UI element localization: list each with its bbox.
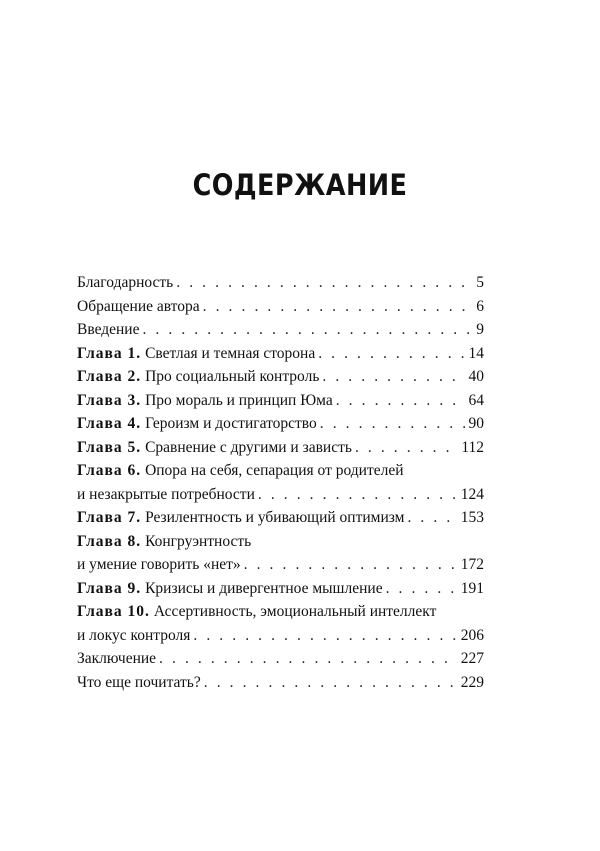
dot-leader — [386, 577, 458, 601]
toc-line — [77, 389, 484, 413]
entry-title: и незакрытые потребности — [77, 485, 255, 503]
page-number: 229 — [460, 673, 484, 691]
dot-leader — [322, 365, 465, 389]
dot-leader — [244, 553, 458, 577]
toc-line-text — [77, 600, 436, 624]
toc-line — [77, 342, 484, 366]
dot-leader — [407, 506, 457, 530]
toc-line — [77, 365, 484, 389]
dot-leader — [336, 389, 466, 413]
entry-title: Резилентность и убивающий оптимизм — [145, 509, 405, 526]
chapter-number: Глава 1. — [77, 344, 142, 362]
chapter-number: Глава 8. — [77, 532, 142, 550]
toc-line-text — [77, 577, 383, 601]
dot-leader — [320, 412, 466, 436]
toc-line-text — [77, 530, 251, 554]
chapter-number: Глава 2. — [77, 368, 142, 385]
toc-line-text — [77, 365, 319, 389]
toc-line — [77, 271, 484, 295]
entry-title: Про мораль и принцип Юма — [145, 391, 333, 409]
toc-entry — [77, 271, 484, 295]
chapter-number: Глава 7. — [77, 509, 142, 526]
toc-entry — [77, 671, 484, 695]
toc-line-text — [77, 342, 315, 366]
chapter-number: Глава 3. — [77, 391, 142, 409]
page-number: 90 — [468, 415, 484, 432]
toc-line-text — [77, 671, 201, 695]
page-number: 6 — [476, 297, 484, 315]
toc-entry — [77, 342, 484, 366]
toc-line-text — [77, 647, 156, 671]
entry-title: Ассертивность, эмоциональный интеллект — [153, 603, 437, 620]
dot-leader — [355, 436, 458, 460]
page-number: 9 — [476, 321, 484, 338]
page-number: 40 — [468, 368, 484, 385]
chapter-number: Глава 5. — [77, 438, 142, 456]
toc-line — [77, 436, 484, 460]
toc-line — [77, 459, 484, 483]
dot-leader — [318, 342, 465, 366]
toc-line — [77, 553, 484, 577]
toc-line-text — [77, 459, 404, 483]
toc-line-text — [77, 412, 317, 436]
dot-leader — [258, 483, 458, 507]
entry-title: Обращение автора — [77, 297, 200, 315]
toc-entry — [77, 412, 484, 436]
toc-line — [77, 295, 484, 319]
page-number: 5 — [476, 274, 484, 291]
toc-entry — [77, 389, 484, 413]
toc-entry — [77, 506, 484, 530]
toc-line — [77, 671, 484, 695]
toc-line-text — [77, 389, 333, 413]
toc-entry — [77, 530, 484, 577]
toc-entry — [77, 459, 484, 506]
toc-line — [77, 624, 484, 648]
entry-title: Опора на себя, сепарация от родителей — [145, 462, 404, 479]
dot-leader — [159, 647, 458, 671]
toc-entry — [77, 365, 484, 389]
entry-title: Кризисы и дивергентное мышление — [145, 579, 383, 597]
toc-line-text — [77, 624, 190, 648]
toc-entry — [77, 436, 484, 460]
page-number: 172 — [460, 556, 484, 573]
toc-line-text — [77, 318, 139, 342]
dot-leader — [204, 671, 458, 695]
toc-entry — [77, 318, 484, 342]
chapter-number: Глава 6. — [77, 462, 142, 479]
dot-leader — [193, 624, 457, 648]
entry-title: Конгруэнтность — [145, 532, 252, 550]
table-of-contents — [77, 271, 484, 694]
chapter-number: Глава 9. — [77, 579, 142, 597]
entry-title: Сравнение с другими и зависть — [145, 438, 352, 456]
toc-line-text — [77, 506, 404, 530]
toc-line-text — [77, 436, 352, 460]
dot-leader — [142, 318, 473, 342]
page-number: 227 — [460, 650, 484, 667]
page-number: 153 — [460, 509, 484, 526]
page-number: 112 — [461, 438, 484, 456]
toc-line — [77, 600, 484, 624]
toc-line — [77, 577, 484, 601]
toc-entry — [77, 295, 484, 319]
entry-title: Благодарность — [77, 274, 174, 291]
toc-entry — [77, 647, 484, 671]
dot-leader — [203, 295, 474, 319]
entry-title: Заключение — [77, 650, 157, 667]
toc-line — [77, 506, 484, 530]
toc-line — [77, 647, 484, 671]
entry-title: и умение говорить «нет» — [77, 556, 241, 573]
toc-line-text — [77, 553, 241, 577]
page-number: 191 — [460, 579, 484, 597]
entry-title: Героизм и достигаторство — [145, 415, 317, 432]
toc-line — [77, 530, 484, 554]
entry-title: Что еще почитать? — [77, 673, 201, 691]
page-title: СОДЕРЖАНИЕ — [192, 168, 408, 202]
entry-title: и локус контроля — [77, 626, 191, 644]
page-number: 124 — [460, 485, 484, 503]
toc-line-text — [77, 271, 173, 295]
page-number: 14 — [468, 344, 484, 362]
toc-line — [77, 318, 484, 342]
toc-line — [77, 483, 484, 507]
chapter-number: Глава 10. — [77, 603, 150, 620]
toc-line-text — [77, 483, 255, 507]
toc-entry — [77, 600, 484, 647]
dot-leader — [176, 271, 473, 295]
entry-title: Про социальный контроль — [145, 368, 320, 385]
entry-title: Введение — [77, 321, 140, 338]
toc-line-text — [77, 295, 200, 319]
page-number: 64 — [468, 391, 484, 409]
chapter-number: Глава 4. — [77, 415, 142, 432]
entry-title: Светлая и темная сторона — [145, 344, 316, 362]
toc-line — [77, 412, 484, 436]
page-number: 206 — [460, 626, 484, 644]
toc-entry — [77, 577, 484, 601]
